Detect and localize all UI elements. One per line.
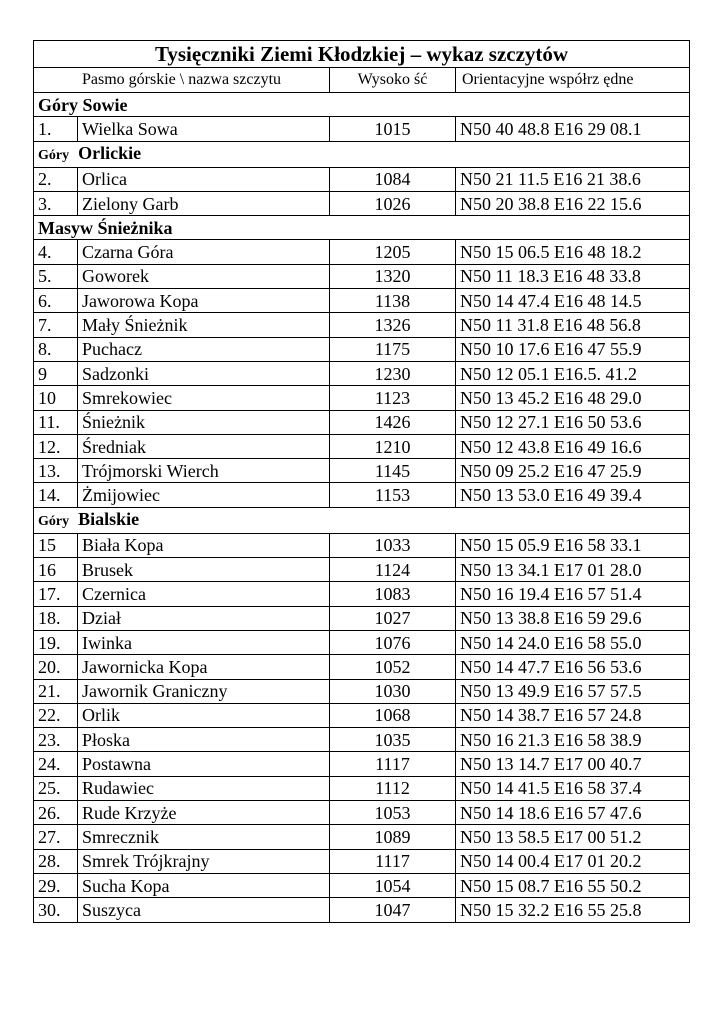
peak-number: 2. [34, 167, 78, 191]
peak-row [34, 117, 690, 141]
peak-height: 1068 [330, 703, 456, 727]
peak-coordinates: N50 14 38.7 E16 57 24.8 [456, 703, 690, 727]
peak-number: 29. [34, 873, 78, 897]
header-height: Wysoko ść [330, 68, 456, 93]
peak-coordinates: N50 11 31.8 E16 48 56.8 [456, 313, 690, 337]
group-label [34, 93, 690, 117]
peaks-document [33, 40, 689, 923]
peak-number: 22. [34, 703, 78, 727]
peak-height: 1175 [330, 337, 456, 361]
peak-number: 3. [34, 191, 78, 215]
peak-number: 19. [34, 630, 78, 654]
peak-height: 1026 [330, 191, 456, 215]
peak-height: 1153 [330, 483, 456, 507]
peak-row [34, 582, 690, 606]
peak-height: 1112 [330, 776, 456, 800]
peak-row [34, 313, 690, 337]
peak-height: 1426 [330, 410, 456, 434]
peak-row [34, 337, 690, 361]
peak-name: Orlica [78, 167, 330, 191]
peak-height: 1326 [330, 313, 456, 337]
peak-name: Brusek [78, 558, 330, 582]
peak-height: 1138 [330, 289, 456, 313]
peak-name: Jawornicka Kopa [78, 655, 330, 679]
peak-name: Goworek [78, 264, 330, 288]
peak-name: Smrek Trójkrajny [78, 849, 330, 873]
peak-coordinates: N50 12 43.8 E16 49 16.6 [456, 434, 690, 458]
peak-number: 23. [34, 728, 78, 752]
peak-row [34, 679, 690, 703]
peak-row [34, 825, 690, 849]
peak-name: Mały Śnieżnik [78, 313, 330, 337]
peak-number: 1. [34, 117, 78, 141]
peak-height: 1320 [330, 264, 456, 288]
peak-number: 9 [34, 361, 78, 385]
peak-number: 13. [34, 459, 78, 483]
group-label-main: Orlickie [78, 142, 142, 163]
group-row [34, 507, 690, 533]
peak-height: 1033 [330, 533, 456, 557]
peak-name: Smrecznik [78, 825, 330, 849]
header-coords: Orientacyjne współrz ędne [456, 68, 690, 93]
peak-number: 17. [34, 582, 78, 606]
peak-number: 25. [34, 776, 78, 800]
group-label-prefix: Góry [38, 513, 70, 529]
peak-row [34, 558, 690, 582]
peak-height: 1053 [330, 801, 456, 825]
group-label-main: Bialskie [78, 508, 140, 529]
peak-row [34, 776, 690, 800]
peak-row [34, 873, 690, 897]
peak-row [34, 849, 690, 873]
peak-coordinates: N50 16 21.3 E16 58 38.9 [456, 728, 690, 752]
peak-number: 6. [34, 289, 78, 313]
peak-coordinates: N50 13 34.1 E17 01 28.0 [456, 558, 690, 582]
group-label [34, 507, 690, 533]
title-row [34, 41, 690, 68]
peak-name: Zielony Garb [78, 191, 330, 215]
peak-row [34, 167, 690, 191]
peak-coordinates: N50 10 17.6 E16 47 55.9 [456, 337, 690, 361]
peak-row [34, 703, 690, 727]
peak-name: Sadzonki [78, 361, 330, 385]
group-label [34, 216, 690, 240]
peak-name: Suszyca [78, 898, 330, 922]
peak-number: 4. [34, 240, 78, 264]
peak-coordinates: N50 11 18.3 E16 48 33.8 [456, 264, 690, 288]
peak-name: Żmijowiec [78, 483, 330, 507]
peak-number: 30. [34, 898, 78, 922]
peak-name: Rudawiec [78, 776, 330, 800]
peak-coordinates: N50 21 11.5 E16 21 38.6 [456, 167, 690, 191]
peak-coordinates: N50 14 00.4 E17 01 20.2 [456, 849, 690, 873]
peak-height: 1117 [330, 849, 456, 873]
peak-row [34, 655, 690, 679]
peak-row [34, 191, 690, 215]
peak-number: 5. [34, 264, 78, 288]
peak-name: Trójmorski Wierch [78, 459, 330, 483]
peaks-table [33, 40, 690, 923]
peak-coordinates: N50 13 49.9 E16 57 57.5 [456, 679, 690, 703]
peak-name: Czernica [78, 582, 330, 606]
peak-coordinates: N50 12 05.1 E16.5. 41.2 [456, 361, 690, 385]
peak-number: 15 [34, 533, 78, 557]
peak-coordinates: N50 15 05.9 E16 58 33.1 [456, 533, 690, 557]
peak-height: 1117 [330, 752, 456, 776]
peak-row [34, 386, 690, 410]
peak-coordinates: N50 14 47.4 E16 48 14.5 [456, 289, 690, 313]
peak-name: Rude Krzyże [78, 801, 330, 825]
peak-number: 12. [34, 434, 78, 458]
peak-height: 1230 [330, 361, 456, 385]
peak-height: 1123 [330, 386, 456, 410]
peak-coordinates: N50 16 19.4 E16 57 51.4 [456, 582, 690, 606]
peak-coordinates: N50 14 18.6 E16 57 47.6 [456, 801, 690, 825]
peak-coordinates: N50 15 32.2 E16 55 25.8 [456, 898, 690, 922]
group-label [34, 141, 690, 167]
peak-number: 21. [34, 679, 78, 703]
peak-row [34, 483, 690, 507]
peak-name: Jaworowa Kopa [78, 289, 330, 313]
peak-name: Śnieżnik [78, 410, 330, 434]
peak-name: Biała Kopa [78, 533, 330, 557]
peak-number: 7. [34, 313, 78, 337]
peak-coordinates: N50 20 38.8 E16 22 15.6 [456, 191, 690, 215]
peaks-table-body [34, 41, 690, 923]
peak-coordinates: N50 14 24.0 E16 58 55.0 [456, 630, 690, 654]
peak-row [34, 606, 690, 630]
peak-row [34, 459, 690, 483]
peak-height: 1089 [330, 825, 456, 849]
peak-number: 24. [34, 752, 78, 776]
peak-row [34, 898, 690, 922]
peak-row [34, 630, 690, 654]
peak-height: 1015 [330, 117, 456, 141]
group-row [34, 141, 690, 167]
peak-coordinates: N50 13 53.0 E16 49 39.4 [456, 483, 690, 507]
group-label-prefix: Góry [38, 147, 70, 163]
document-title: Tysięczniki Ziemi Kłodzkiej – wykaz szczytów [34, 41, 690, 68]
peak-height: 1210 [330, 434, 456, 458]
peak-coordinates: N50 13 45.2 E16 48 29.0 [456, 386, 690, 410]
group-label-main: Masyw Śnieżnika [38, 217, 173, 238]
peak-row [34, 752, 690, 776]
peak-name: Płoska [78, 728, 330, 752]
peak-row [34, 801, 690, 825]
peak-name: Jawornik Graniczny [78, 679, 330, 703]
peak-number: 16 [34, 558, 78, 582]
peak-coordinates: N50 14 47.7 E16 56 53.6 [456, 655, 690, 679]
peak-name: Dział [78, 606, 330, 630]
peak-height: 1145 [330, 459, 456, 483]
peak-name: Orlik [78, 703, 330, 727]
peak-name: Postawna [78, 752, 330, 776]
group-row [34, 216, 690, 240]
peak-number: 11. [34, 410, 78, 434]
peak-height: 1027 [330, 606, 456, 630]
peak-height: 1083 [330, 582, 456, 606]
peak-coordinates: N50 14 41.5 E16 58 37.4 [456, 776, 690, 800]
peak-row [34, 264, 690, 288]
peak-height: 1030 [330, 679, 456, 703]
peak-name: Czarna Góra [78, 240, 330, 264]
peak-coordinates: N50 15 06.5 E16 48 18.2 [456, 240, 690, 264]
peak-row [34, 728, 690, 752]
peak-name: Sucha Kopa [78, 873, 330, 897]
peak-row [34, 434, 690, 458]
peak-number: 10 [34, 386, 78, 410]
peak-height: 1035 [330, 728, 456, 752]
peak-number: 20. [34, 655, 78, 679]
group-label-main: Góry Sowie [38, 94, 128, 115]
peak-height: 1084 [330, 167, 456, 191]
peak-height: 1124 [330, 558, 456, 582]
peak-coordinates: N50 15 08.7 E16 55 50.2 [456, 873, 690, 897]
peak-row [34, 410, 690, 434]
peak-height: 1052 [330, 655, 456, 679]
peak-height: 1054 [330, 873, 456, 897]
peak-number: 8. [34, 337, 78, 361]
header-name: Pasmo górskie \ nazwa szczytu [34, 68, 330, 93]
peak-coordinates: N50 12 27.1 E16 50 53.6 [456, 410, 690, 434]
peak-row [34, 361, 690, 385]
peak-coordinates: N50 40 48.8 E16 29 08.1 [456, 117, 690, 141]
header-row [34, 68, 690, 93]
peak-coordinates: N50 13 14.7 E17 00 40.7 [456, 752, 690, 776]
peak-number: 26. [34, 801, 78, 825]
peak-name: Puchacz [78, 337, 330, 361]
peak-name: Iwinka [78, 630, 330, 654]
peak-name: Smrekowiec [78, 386, 330, 410]
peak-row [34, 289, 690, 313]
peak-height: 1205 [330, 240, 456, 264]
peak-number: 28. [34, 849, 78, 873]
peak-number: 27. [34, 825, 78, 849]
peak-number: 18. [34, 606, 78, 630]
peak-coordinates: N50 09 25.2 E16 47 25.9 [456, 459, 690, 483]
peak-row [34, 533, 690, 557]
peak-coordinates: N50 13 38.8 E16 59 29.6 [456, 606, 690, 630]
peak-name: Średniak [78, 434, 330, 458]
peak-row [34, 240, 690, 264]
peak-height: 1047 [330, 898, 456, 922]
group-row [34, 93, 690, 117]
peak-coordinates: N50 13 58.5 E17 00 51.2 [456, 825, 690, 849]
peak-name: Wielka Sowa [78, 117, 330, 141]
peak-height: 1076 [330, 630, 456, 654]
peak-number: 14. [34, 483, 78, 507]
